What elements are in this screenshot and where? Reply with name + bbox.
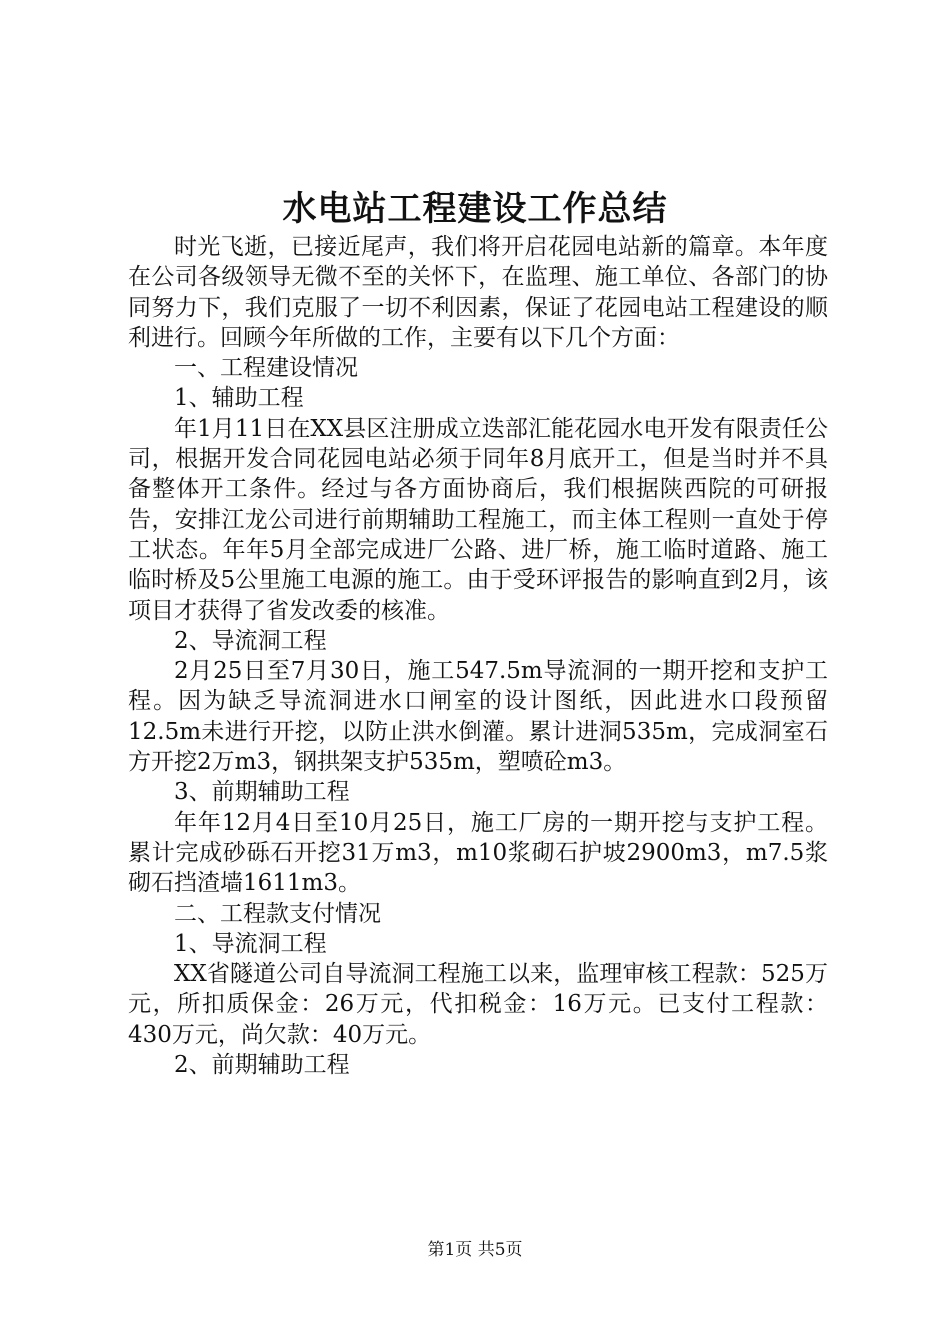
document-body: [128, 232, 828, 1080]
document-title: 水电站工程建设工作总结: [282, 189, 668, 229]
subsection-heading: 2、导流洞工程: [174, 627, 327, 654]
intro-paragraph: 时光飞逝，已接近尾声，我们将开启花园电站新的篇章。本年度在公司各级领导无微不至的关怀下，在监理、施工单位、各部门的协同努力下，我们克服了一切不利因素，保证了花园电站工程建设的顺利进行。回顾今年所做的工作，主要有以下几个方面：: [128, 234, 828, 351]
subsection-heading: 1、导流洞工程: [174, 930, 327, 957]
subsection-heading: 1、辅助工程: [174, 385, 304, 412]
page-footer: 第1页 共5页: [427, 1240, 523, 1260]
subsection-heading: 3、前期辅助工程: [174, 779, 350, 806]
section-heading: 一、工程建设情况: [174, 355, 358, 382]
body-paragraph: 2月25日至7月30日，施工547.5m导流洞的一期开挖和支护工程。因为缺乏导流洞进水口闸室的设计图纸，因此进水口段预留12.5m未进行开挖，以防止洪水倒灌。累计进洞535m，完成洞室石方开挖2万m3，钢拱架支护535m，塑喷砼m3。: [128, 658, 828, 776]
body-paragraph: 年年12月4日至10月25日，施工厂房的一期开挖与支护工程。累计完成砂砾石开挖31万m3，m10浆砌石护坡2900m3，m7.5浆砌石挡渣墙1611m3。: [128, 809, 828, 897]
section-heading: 二、工程款支付情况: [174, 900, 381, 927]
subsection-heading: 2、前期辅助工程: [174, 1052, 350, 1079]
body-paragraph: XX省隧道公司自导流洞工程施工以来，监理审核工程款：525万元，所扣质保金：26万元，代扣税金：16万元。已支付工程款：430万元，尚欠款：40万元。: [128, 961, 828, 1048]
body-paragraph: 年1月11日在XX县区注册成立迭部汇能花园水电开发有限责任公司，根据开发合同花园电站必须于同年8月底开工，但是当时并不具备整体开工条件。经过与各方面协商后，我们根据陕西院的可研报告，安排江龙公司进行前期辅助工程施工，而主体工程则一直处于停工状态。年年5月全部完成进厂公路、进厂桥，施工临时道路、施工临时桥及5公里施工电源的施工。由于受环评报告的影响直到2月，该项目才获得了省发改委的核准。: [128, 415, 828, 624]
